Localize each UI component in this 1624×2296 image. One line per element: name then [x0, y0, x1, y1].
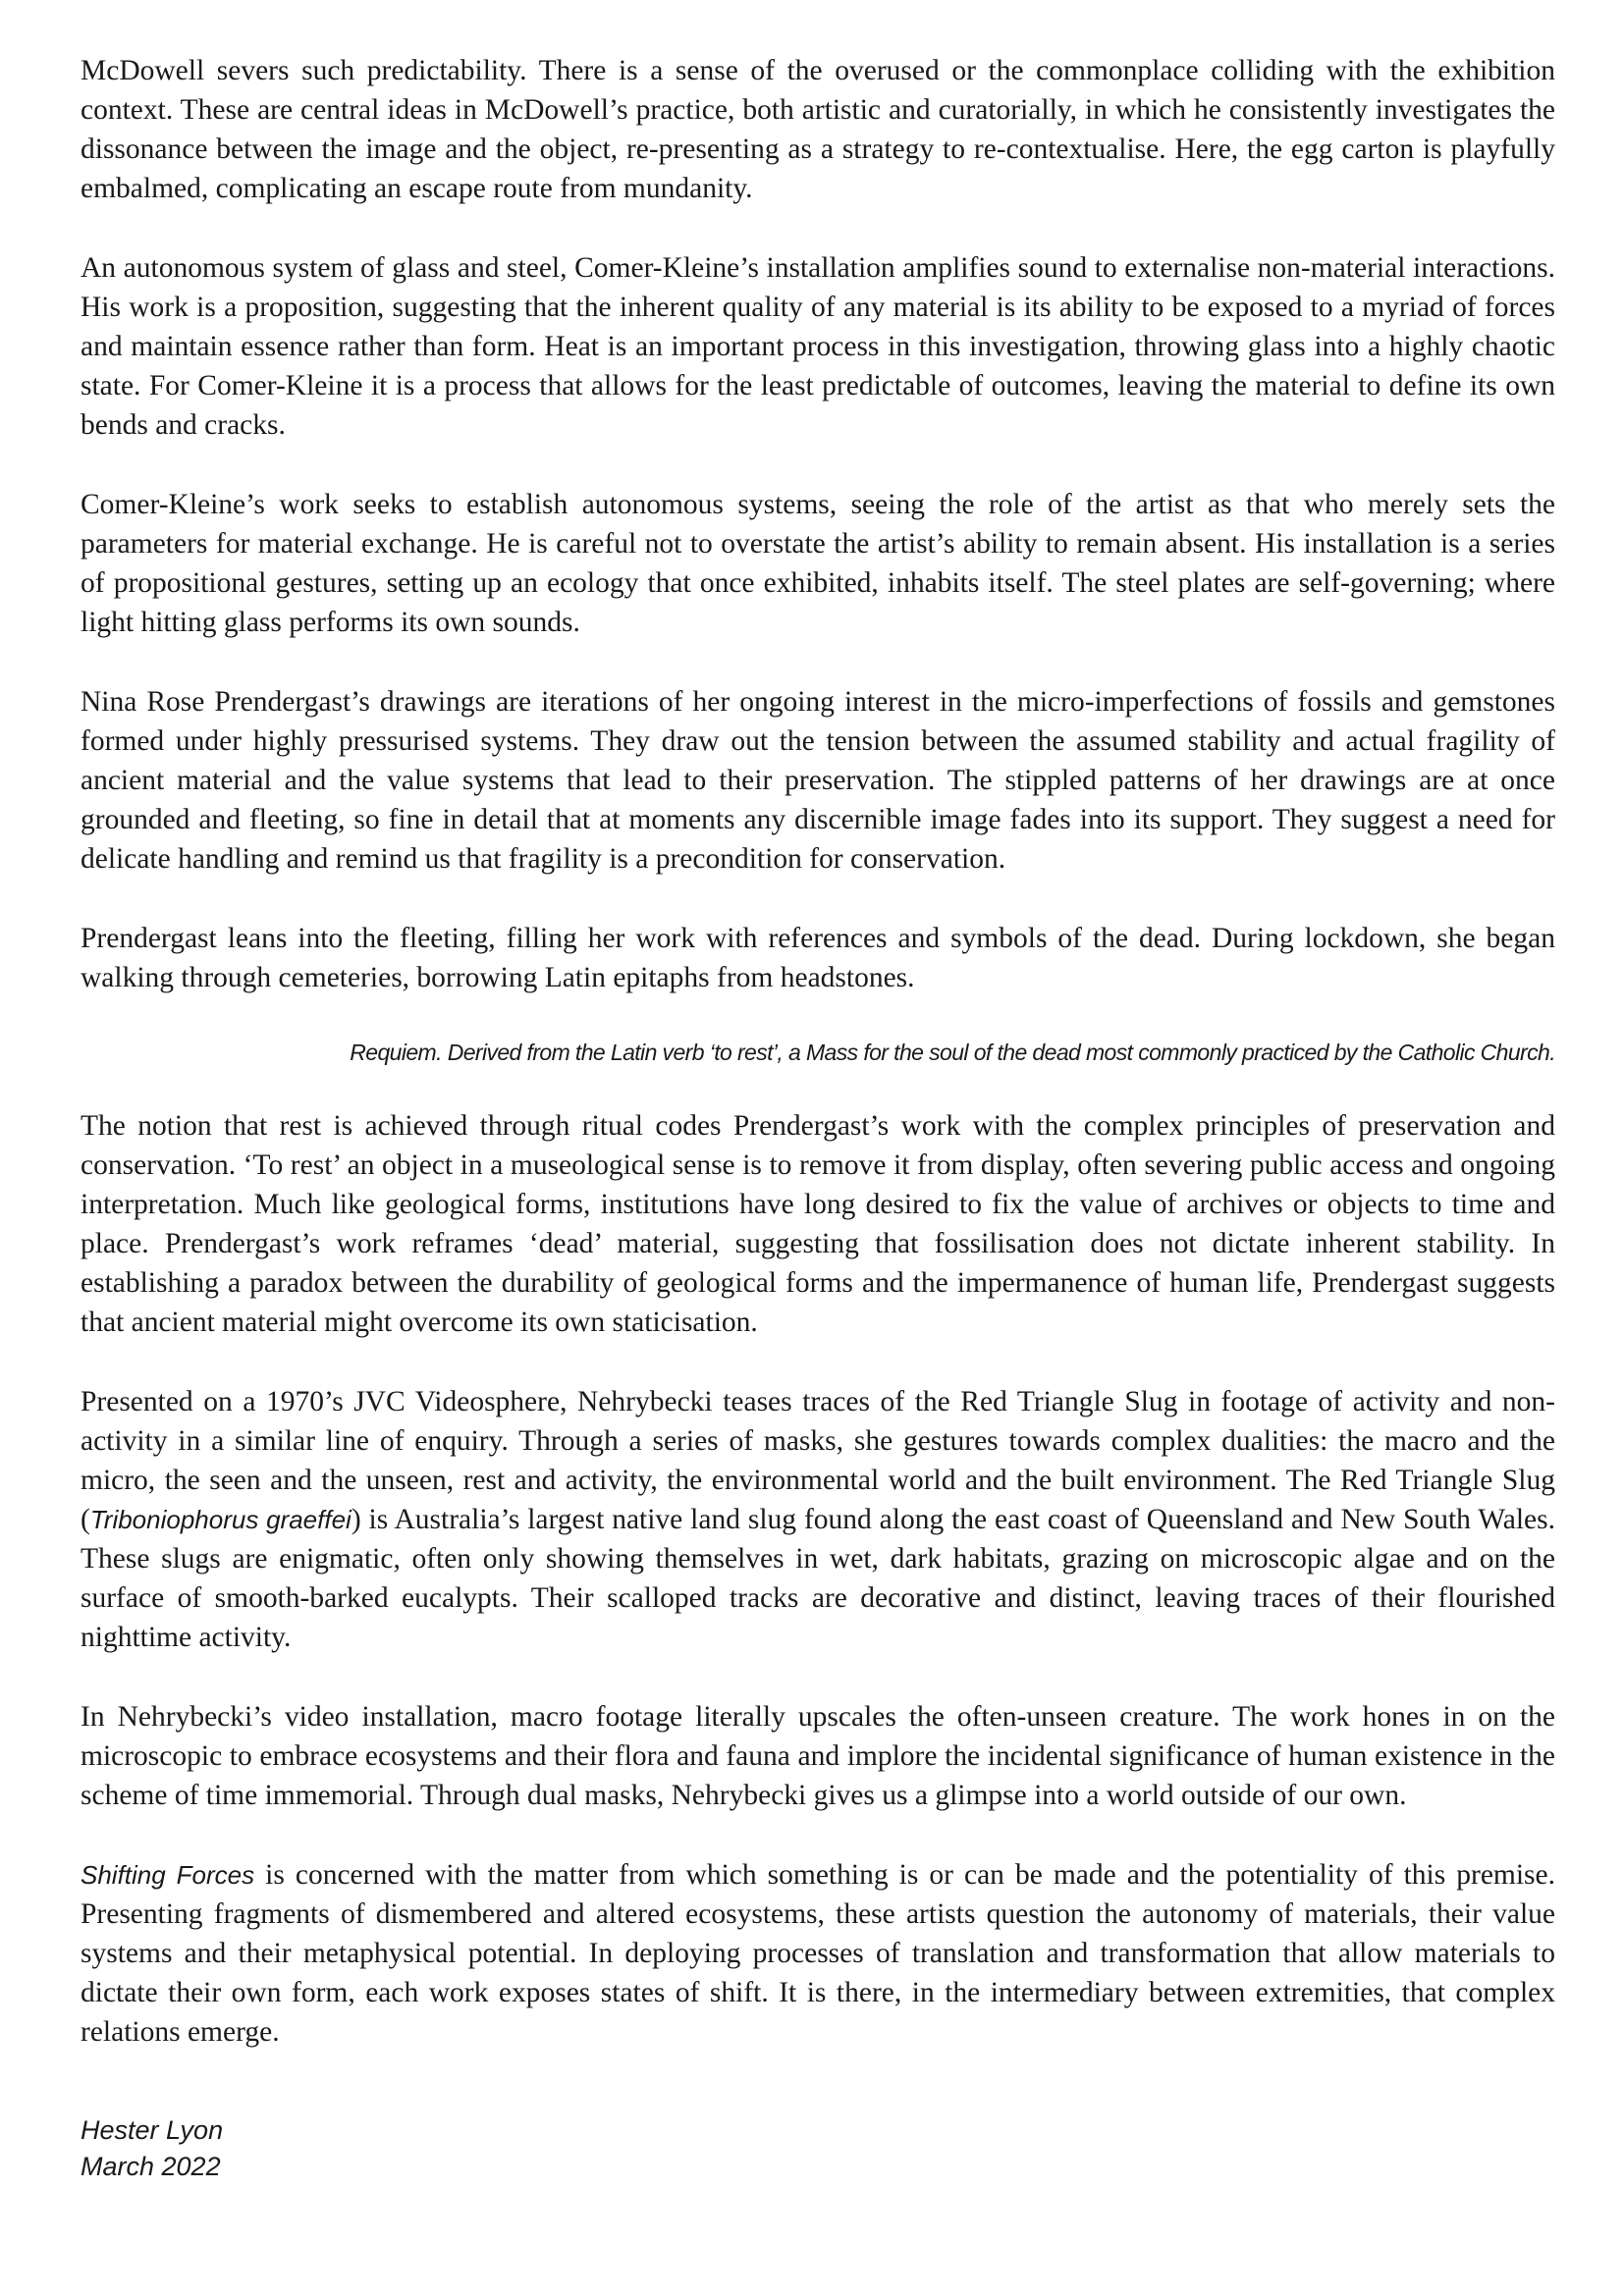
- paragraph-prendergast-rest: The notion that rest is achieved through ritual codes Prendergast’s work with the complex principles of preservation and conservation. ‘To rest’ an object in a museological sense is to remove it from display, often severing public access and ongoing interpretation. Much like geological forms, institutions have long desired to fix the value of archives or objects to time and place. Prendergast’s work reframes ‘dead’ material, suggesting that fossilisation does not dictate inherent stability. In establishing a paradox between the durability of geological forms and the impermanence of human life, Prendergast suggests that ancient material might overcome its own staticisation.: [81, 1110, 1555, 1338]
- paragraph-comer-kleine-systems: Comer-Kleine’s work seeks to establish autonomous systems, seeing the role of the artist as that who merely sets the parameters for material exchange. He is careful not to overstate the artist’s ability to remain absent. His installation is a series of propositional gestures, setting up an ecology that once exhibited, inhabits itself. The steel plates are self-governing; where light hitting glass performs its own sounds.: [81, 489, 1555, 638]
- paragraph-text: is concerned with the matter from which something is or can be made and the potentiality of this premise. Presenting fragments of dismembered and altered ecosystems, these artists question the autonomy of materials, their value systems and their metaphysical potential. In deploying processes of translation and transformation that allow materials to dictate their own form, each work exposes states of shift. It is there, in the intermediary between extremities, that complex relations emerge.: [81, 1859, 1556, 2048]
- paragraph-mcdowell: McDowell severs such predictability. There is a sense of the overused or the commonplace colliding with the exhibition context. These are central ideas in McDowell’s practice, both artistic and curatorially, in which he consistently investigates the dissonance between the image and the object, re-presenting as a strategy to re-contextualise. Here, the egg carton is playfully embalmed, complicating an escape route from mundanity.: [81, 55, 1555, 204]
- paragraph-nehrybecki-videosphere: [81, 1382, 1555, 1657]
- paragraph-prendergast-fleeting: Prendergast leans into the fleeting, filling her work with references and symbols of the dead. During lockdown, she began walking through cemeteries, borrowing Latin epitaphs from headstones.: [81, 923, 1555, 993]
- signature-date: March 2022: [81, 2152, 221, 2181]
- signature-block: [81, 2112, 1555, 2185]
- species-name: Triboniophorus graeffei: [89, 1505, 352, 1534]
- paragraph-comer-kleine-installation: An autonomous system of glass and steel, Comer-Kleine’s installation amplifies sound to externalise non-material interactions. His work is a proposition, suggesting that the inherent quality of any material is its ability to be exposed to a myriad of forces and maintain essence rather than form. Heat is an important process in this investigation, throwing glass into a highly chaotic state. For Comer-Kleine it is a process that allows for the least predictable of outcomes, leaving the material to define its own bends and cracks.: [81, 252, 1555, 441]
- exhibition-title: Shifting Forces: [81, 1860, 255, 1890]
- paragraph-shifting-forces: [81, 1855, 1555, 2052]
- author-name: Hester Lyon: [81, 2115, 224, 2145]
- paragraph-nehrybecki-installation: In Nehrybecki’s video installation, macro footage literally upscales the often-unseen creature. The work hones in on the microscopic to embrace ecosystems and their flora and fauna and implore the incidental significance of human existence in the scheme of time immemorial. Through dual masks, Nehrybecki gives us a glimpse into a world outside of our own.: [81, 1701, 1555, 1811]
- paragraph-prendergast-drawings: Nina Rose Prendergast’s drawings are iterations of her ongoing interest in the micro-imperfections of fossils and gemstones formed under highly pressurised systems. They draw out the tension between the assumed stability and actual fragility of ancient material and the value systems that lead to their preservation. The stippled patterns of her drawings are at once grounded and fleeting, so fine in detail that at moments any discernible image fades into its support. They suggest a need for delicate handling and remind us that fragility is a precondition for conservation.: [81, 686, 1555, 875]
- requiem-quote: Requiem. Derived from the Latin verb ‘to rest’, a Mass for the soul of the dead most commonly practiced by the Catholic Church.: [350, 1040, 1555, 1065]
- paragraph-text: ) is Australia’s largest native land slug found along the east coast of Queensland and New South Wales. These slugs are enigmatic, often only showing themselves in wet, dark habitats, grazing on microscopic algae and on the surface of smooth-barked eucalypts. Their scalloped tracks are decorative and distinct, leaving traces of their flourished nighttime activity.: [81, 1504, 1556, 1653]
- essay-page: [81, 51, 1555, 2185]
- paragraph-text: Presented on a 1970’s JVC Videosphere, Nehrybecki teases traces of the Red Triangle Slug in footage of activity and non-activity in a similar line of enquiry. Through a series of masks, she gestures towards complex dualities: the macro and the micro, the seen and the unseen, rest and activity, the environmental world and the built environment. The Red Triangle Slug (: [81, 1386, 1555, 1535]
